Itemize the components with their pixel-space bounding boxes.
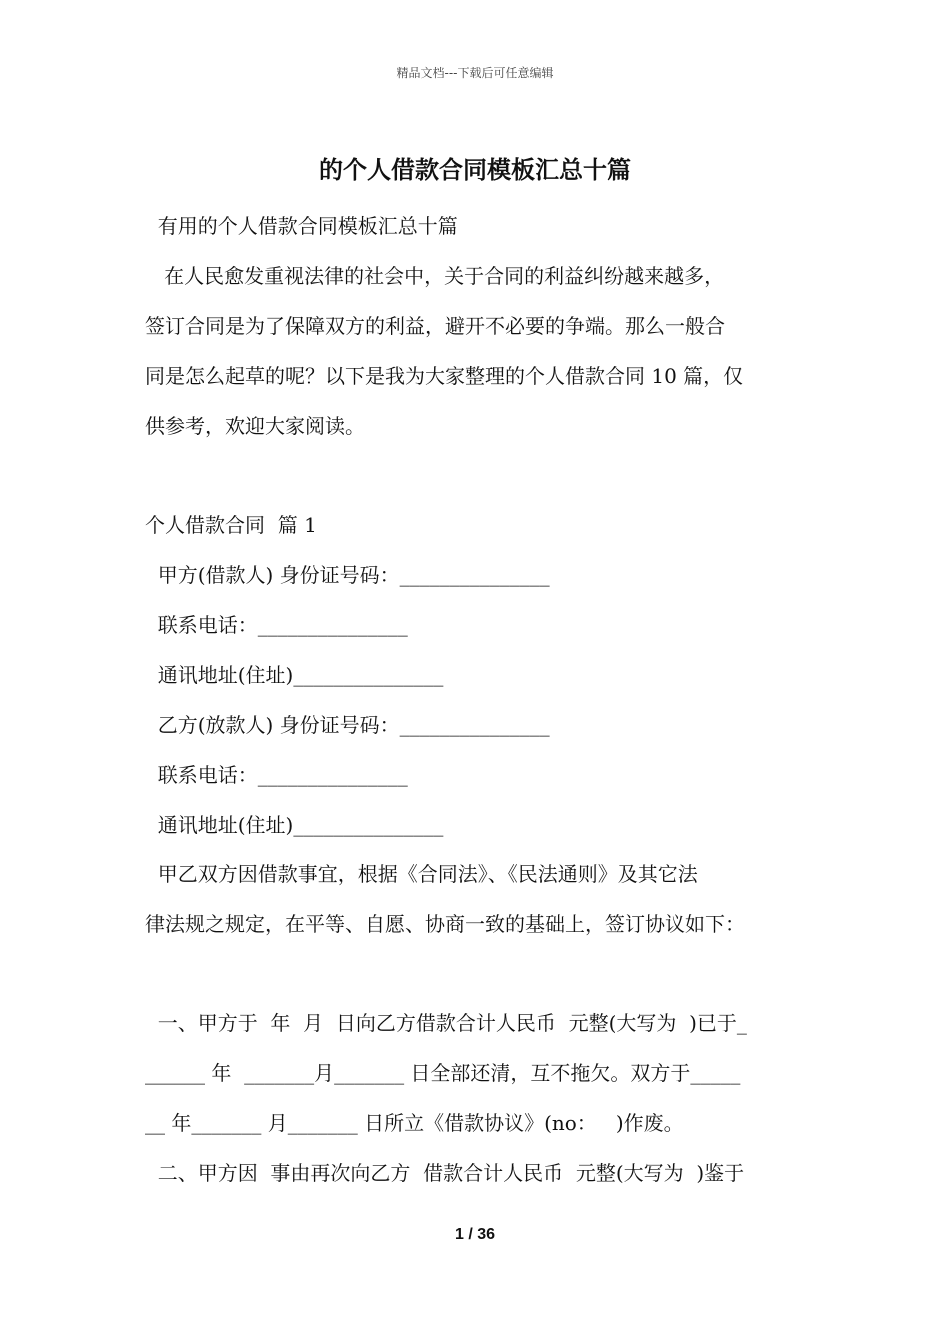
page-header: 精品文档---下载后可任意编辑 bbox=[396, 66, 554, 80]
party-a-address-line: 通讯地址(住址)_______________ bbox=[145, 663, 444, 687]
page-indicator: 1 / 36 bbox=[454, 1226, 496, 1243]
agreement-intro-line-1: 甲乙双方因借款事宜，根据《合同法》、《民法通则》及其它法 bbox=[145, 862, 698, 886]
intro-line-3: 同是怎么起草的呢？以下是我为大家整理的个人借款合同 10 篇，仅 bbox=[145, 364, 744, 388]
section-heading: 个人借款合同 篇 1 bbox=[145, 513, 317, 537]
document-title: 的个人借款合同模板汇总十篇 bbox=[319, 155, 631, 184]
clause-2-line-1: 二、甲方因 事由再次向乙方 借款合计人民币 元整(大写为 )鉴于 bbox=[145, 1161, 745, 1185]
clause-1-line-3: __ 年_______ 月_______ 日所立《借款协议》(no： )作废。 bbox=[145, 1111, 684, 1135]
subtitle-line: 有用的个人借款合同模板汇总十篇 bbox=[145, 214, 458, 238]
intro-line-4: 供参考，欢迎大家阅读。 bbox=[145, 414, 365, 438]
clause-1-line-1: 一、甲方于 年 月 日向乙方借款合计人民币 元整(大写为 )已于_ bbox=[145, 1011, 747, 1035]
party-b-phone-line: 联系电话：_______________ bbox=[145, 763, 408, 787]
party-b-address-line: 通讯地址(住址)_______________ bbox=[145, 813, 444, 837]
intro-line-1: 在人民愈发重视法律的社会中，关于合同的利益纠纷越来越多， bbox=[145, 264, 725, 288]
agreement-intro-line-2: 律法规之规定，在平等、自愿、协商一致的基础上，签订协议如下： bbox=[145, 912, 745, 936]
party-a-phone-line: 联系电话：_______________ bbox=[145, 613, 408, 637]
clause-1-line-2: ______ 年 _______月_______ 日全部还清，互不拖欠。双方于_____ bbox=[145, 1061, 741, 1085]
party-b-id-line: 乙方(放款人) 身份证号码：_______________ bbox=[145, 713, 550, 737]
party-a-id-line: 甲方(借款人) 身份证号码：_______________ bbox=[145, 563, 550, 587]
intro-line-2: 签订合同是为了保障双方的利益，避开不必要的争端。那么一般合 bbox=[145, 314, 725, 338]
